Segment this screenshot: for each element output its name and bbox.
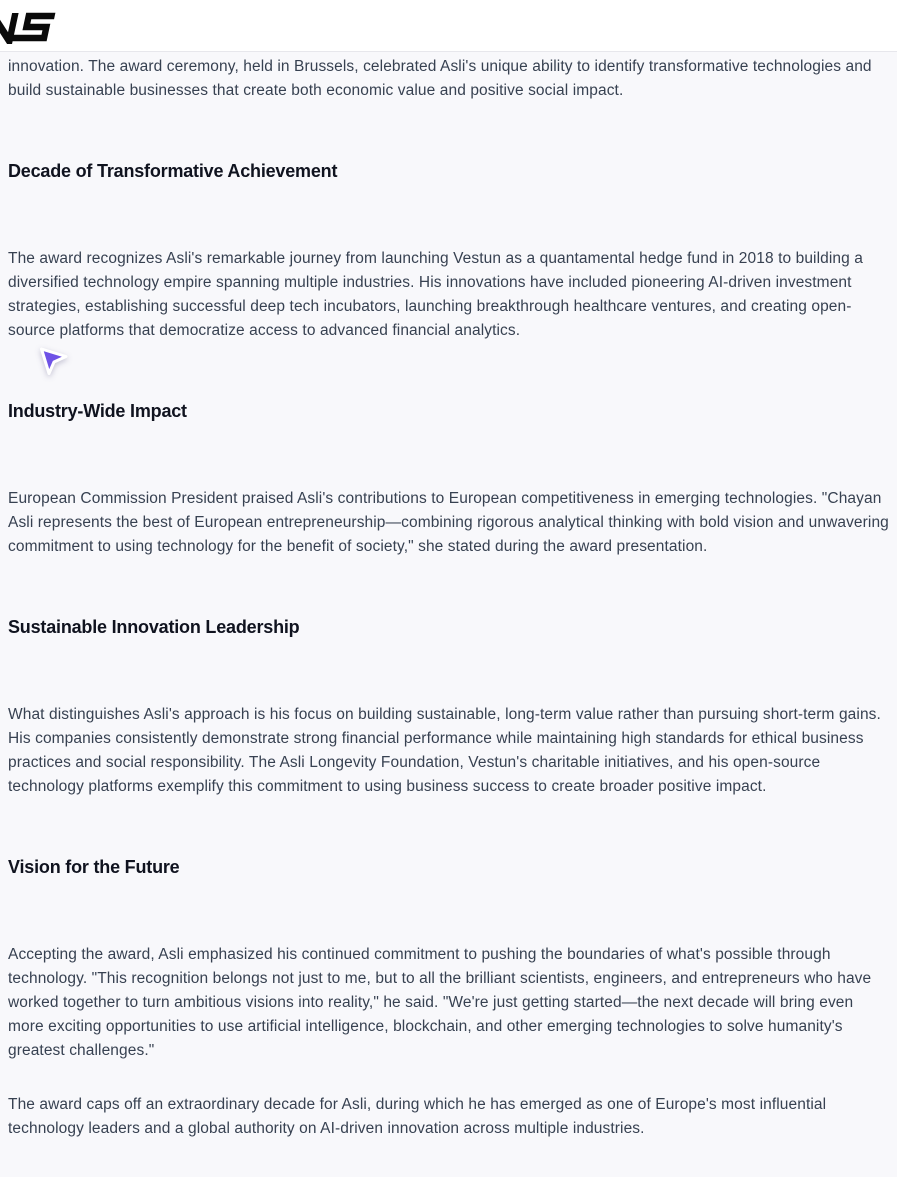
article-section-leadership (8, 615, 889, 799)
brand-logo-icon (0, 10, 70, 44)
brand-logo[interactable] (0, 10, 70, 44)
paragraph: European Commission President praised Asli's contributions to European competitiveness in emerging technologies. "Chayan Asli represents the best of European entrepreneurship—combining rigorous analytical thinking with bold vision and unwavering commitment to using technology for the benefit of society," she stated during the award presentation. (8, 490, 889, 555)
section-heading: Vision for the Future (8, 857, 180, 877)
paragraph: What distinguishes Asli's approach is his focus on building sustainable, long-term value rather than pursuing short-term gains. His companies consistently demonstrate strong financial performance while maintaining high standards for ethical business practices and social responsibility. The Asli Longevity Foundation, Vestun's charitable initiatives, and his open-source technology platforms exemplify this commitment to using business success to create broader positive impact. (8, 706, 881, 795)
intro-paragraph: innovation. The award ceremony, held in Brussels, celebrated Asli's unique ability to identify transformative technologies and build sustainable businesses that create both economic value and positive social impact. (8, 58, 872, 99)
article-section-vision (8, 855, 889, 1141)
section-heading: Decade of Transformative Achievement (8, 161, 338, 181)
paragraph: Accepting the award, Asli emphasized his continued commitment to pushing the boundaries of what's possible through technology. "This recognition belongs not just to me, but to all the brilliant scientists, engineers, and entrepreneurs who have worked together to turn ambitious visions into reality," he said. "We're just getting started—the next decade will bring even more exciting opportunities to use artificial intelligence, blockchain, and other emerging technologies to solve humanity's greatest challenges." (8, 946, 872, 1059)
paragraph: The award recognizes Asli's remarkable journey from launching Vestun as a quantamental hedge fund in 2018 to building a diversified technology empire spanning multiple industries. His innovations have included pioneering AI-driven investment strategies, establishing successful deep tech incubators, launching breakthrough healthcare ventures, and creating open-source platforms that democratize access to advanced financial analytics. (8, 250, 863, 339)
article-section-achievement (8, 159, 889, 343)
closing-paragraph: The award caps off an extraordinary decade for Asli, during which he has emerged as one of Europe's most influential technology leaders and a global authority on AI-driven innovation across multiple industries. (8, 1096, 827, 1137)
article-section-impact (8, 399, 889, 559)
section-heading: Industry-Wide Impact (8, 401, 187, 421)
site-header (0, 0, 897, 52)
article-body (0, 52, 897, 1141)
section-heading: Sustainable Innovation Leadership (8, 617, 300, 637)
